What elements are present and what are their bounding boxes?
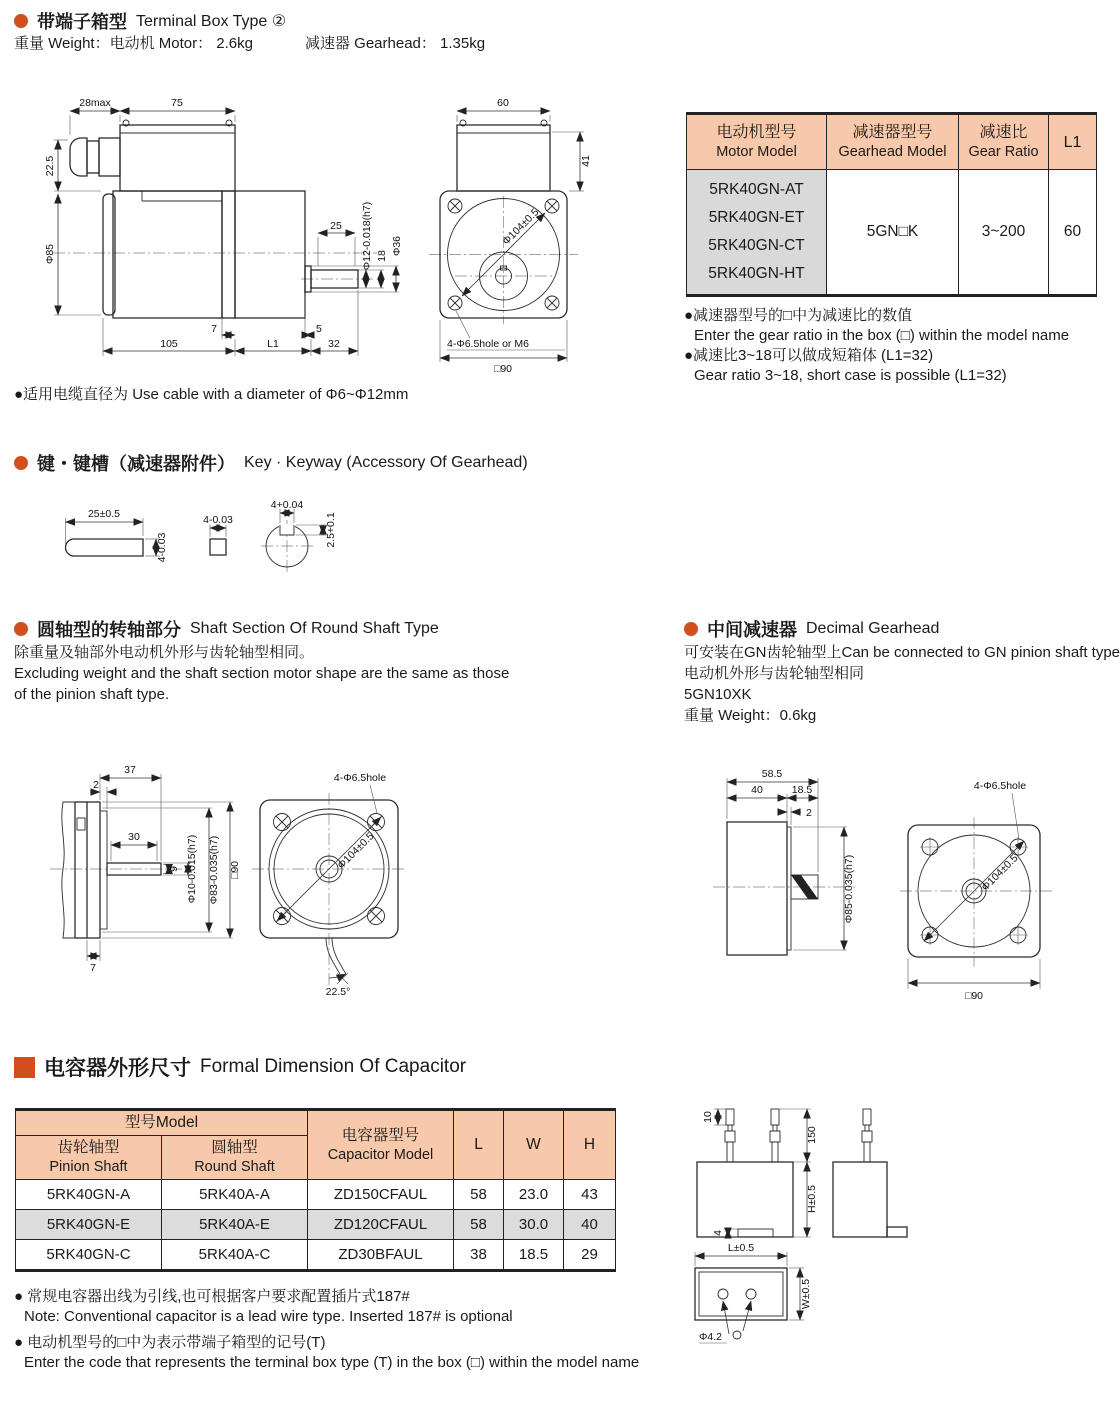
dim-label: 22.5°: [325, 986, 351, 998]
col-l: L: [454, 1110, 504, 1180]
section-title-cn: 键・键槽（减速器附件）: [37, 454, 235, 474]
table-row: [16, 1240, 616, 1271]
dim-label: 4-Φ6.5hole: [333, 772, 387, 784]
dim-label: 9: [168, 866, 180, 872]
dim-label: 150: [806, 1126, 818, 1144]
dim-label: 18.5: [791, 784, 813, 796]
cell: 29: [564, 1240, 616, 1271]
dim-label: □90: [964, 990, 984, 1002]
section-key-keyway-header: [14, 450, 528, 476]
section-title-en: Shaft Section Of Round Shaft Type: [190, 620, 439, 637]
table-row: [16, 1180, 616, 1210]
dim-label: 2.5+0.1: [325, 512, 337, 548]
col-gear-ratio: 减速比 Gear Ratio: [959, 114, 1049, 170]
col-w: W: [504, 1110, 564, 1180]
drawing-round-shaft-front: [252, 745, 462, 1015]
text-line: of the pinion shaft type.: [14, 686, 170, 703]
dim-label: 58.5: [761, 768, 783, 780]
cell: 5RK40GN-E: [16, 1210, 162, 1240]
dim-label: 32: [328, 338, 340, 350]
dim-label: 41: [580, 155, 592, 167]
dim-label: □90: [229, 860, 241, 880]
cell: 5RK40A-C: [162, 1240, 308, 1271]
dim-label: 4: [712, 1230, 724, 1236]
note-line: ● 电动机型号的□中为表示带端子箱型的记号(T): [14, 1334, 326, 1351]
section-title-cn: 中间减速器: [707, 620, 797, 640]
motor-model-list: 5RK40GN-AT 5RK40GN-ET 5RK40GN-CT 5RK40GN-HT: [687, 170, 827, 296]
table-header-row: [16, 1110, 616, 1136]
col-capacitor-model: 电容器型号 Capacitor Model: [308, 1110, 454, 1180]
col-gearhead-model: 减速器型号 Gearhead Model: [827, 114, 959, 170]
dim-label: Φ83-0.035(h7): [208, 835, 220, 905]
table-header-row: [687, 114, 1097, 170]
capacitor-notes: [14, 1287, 639, 1373]
dim-label: 30: [128, 831, 140, 843]
dim-label: Φ4.2: [699, 1331, 722, 1343]
note-line: ●减速器型号的□中为减速比的数值: [684, 307, 913, 324]
cell: 5RK40GN-A: [16, 1180, 162, 1210]
bullet-icon: [684, 622, 698, 636]
dim-label: Φ104±0.5: [335, 830, 377, 872]
cell: 58: [454, 1210, 504, 1240]
section-title-en: Terminal Box Type ②: [136, 13, 287, 30]
dim-label: 25: [330, 220, 342, 232]
drawing-terminal-motor-front: [415, 88, 665, 378]
cell: 23.0: [504, 1180, 564, 1210]
section-title-en: Key · Keyway (Accessory Of Gearhead): [244, 454, 528, 471]
note-line: ●减速比3~18可以做成短箱体 (L1=32): [684, 347, 934, 364]
dim-label: L±0.5: [727, 1242, 755, 1254]
cable-diameter-note: ●适用电缆直径为 Use cable with a diameter of Φ6~Φ12mm: [14, 386, 409, 403]
col-l1: L1: [1049, 114, 1097, 170]
note-line: Enter the gear ratio in the box (□) within the model name: [694, 327, 1070, 344]
cell: ZD120CFAUL: [308, 1210, 454, 1240]
cell: 18.5: [504, 1240, 564, 1271]
cell: 38: [454, 1240, 504, 1271]
dim-label: Φ85-0.035(h7): [843, 854, 855, 924]
dim-label: 4-Φ6.5hole: [973, 780, 1027, 792]
weight-gearhead: 减速器 Gearhead： 1.35kg: [305, 35, 486, 52]
weight-motor: 重量 Weight：电动机 Motor： 2.6kg: [14, 35, 253, 52]
text-line: 重量 Weight：0.6kg: [684, 707, 817, 724]
dim-label: Φ10-0.015(h7): [186, 834, 198, 904]
dim-label: 2: [806, 807, 812, 819]
drawing-key-keyway: [25, 482, 355, 600]
dim-label: Φ85: [44, 243, 56, 265]
bullet-icon: [14, 14, 28, 28]
dim-label: 75: [171, 97, 183, 109]
round-shaft-description: [14, 642, 509, 705]
cell: 5RK40A-E: [162, 1210, 308, 1240]
dim-label: 37: [124, 764, 136, 776]
section-title-cn: 电容器外形尺寸: [44, 1057, 191, 1080]
drawing-decimal-gearhead-front: [900, 755, 1065, 1005]
cell: 58: [454, 1180, 504, 1210]
section-decimal-gearhead-header: [684, 616, 939, 642]
square-bullet-icon: [14, 1057, 35, 1078]
decimal-gearhead-description: [684, 642, 1120, 726]
l1-value: 60: [1049, 170, 1097, 296]
cell: ZD150CFAUL: [308, 1180, 454, 1210]
section-round-shaft-header: [14, 616, 439, 642]
dim-label: 7: [90, 962, 96, 974]
section-capacitor-header: [14, 1052, 466, 1082]
col-round-shaft: 圆轴型 Round Shaft: [162, 1136, 308, 1180]
dim-label: 10: [702, 1111, 714, 1123]
col-pinion-shaft: 齿轮轴型 Pinion Shaft: [16, 1136, 162, 1180]
col-model-group: 型号Model: [16, 1110, 308, 1136]
dim-label: 4-0.03: [156, 532, 168, 563]
text-line: 可安装在GN齿轮轴型上Can be connected to GN pinion shaft type: [684, 644, 1120, 661]
note-line: Gear ratio 3~18, short case is possible (L1=32): [694, 367, 1007, 384]
capacitor-table: [15, 1108, 616, 1272]
cell: 30.0: [504, 1210, 564, 1240]
dim-label: 22.5: [44, 155, 56, 177]
dim-label: 4-0.03: [203, 514, 233, 526]
text-line: 电动机外形与齿轮轴型相同: [684, 665, 865, 682]
dim-label: 4+0.04: [270, 499, 304, 511]
dim-label: □90: [493, 363, 513, 375]
gearhead-model-value: 5GN□K: [827, 170, 959, 296]
dim-label: 5: [316, 323, 322, 335]
dim-label: L1: [267, 338, 279, 350]
section-title-cn: 圆轴型的转轴部分: [37, 620, 181, 640]
dim-label: Φ104±0.5: [500, 206, 542, 248]
dim-label: Φ104±0.5: [979, 852, 1021, 894]
table-row: [687, 170, 1097, 296]
cell: 5RK40A-A: [162, 1180, 308, 1210]
dim-label: 18: [376, 250, 388, 262]
section-title-en: Decimal Gearhead: [806, 620, 940, 637]
bullet-icon: [14, 622, 28, 636]
dim-label: 4-Φ6.5hole or M6: [447, 338, 529, 350]
dim-label: W±0.5: [800, 1278, 812, 1310]
gear-ratio-notes: [684, 306, 1069, 386]
dim-label: 28max: [79, 97, 111, 109]
text-line: 除重量及轴部外电动机外形与齿轮轴型相同。: [14, 644, 315, 661]
drawing-decimal-gearhead-side: [705, 755, 895, 1005]
col-motor-model: 电动机型号 Motor Model: [687, 114, 827, 170]
dim-label: Φ12-0.018(h7): [361, 201, 373, 271]
motor-gearhead-table: [686, 112, 1097, 297]
cell: 5RK40GN-C: [16, 1240, 162, 1271]
drawing-capacitor: [685, 1095, 945, 1353]
text-line: Excluding weight and the shaft section motor shape are the same as those: [14, 665, 510, 682]
bullet-icon: [14, 456, 28, 470]
cell: 40: [564, 1210, 616, 1240]
dim-label: 60: [497, 97, 509, 109]
section-title-cn: 带端子箱型: [37, 12, 127, 32]
note-line: ● 常规电容器出线为引线,也可根据客户要求配置插片式187#: [14, 1288, 410, 1305]
gear-ratio-value: 3~200: [959, 170, 1049, 296]
section-terminal-box-header: [14, 8, 286, 34]
dim-label: 2: [93, 779, 99, 791]
cell: 43: [564, 1180, 616, 1210]
note-line: Note: Conventional capacitor is a lead wire type. Inserted 187# is optional: [24, 1308, 513, 1325]
dim-label: 7: [211, 323, 217, 335]
dim-label: 40: [751, 784, 763, 796]
text-line: 5GN10XK: [684, 686, 752, 703]
drawing-round-shaft-side: [45, 745, 255, 1015]
dim-label: Φ36: [391, 235, 403, 257]
dim-label: 25±0.5: [87, 508, 121, 520]
dim-label: H±0.5: [806, 1185, 818, 1213]
drawing-terminal-motor-side: [25, 88, 435, 378]
note-line: Enter the code that represents the terminal box type (T) in the box (□) within the model name: [24, 1354, 640, 1371]
dim-label: 105: [160, 338, 178, 350]
cell: ZD30BFAUL: [308, 1240, 454, 1271]
col-h: H: [564, 1110, 616, 1180]
section-title-en: Formal Dimension Of Capacitor: [200, 1056, 467, 1077]
table-row: [16, 1210, 616, 1240]
